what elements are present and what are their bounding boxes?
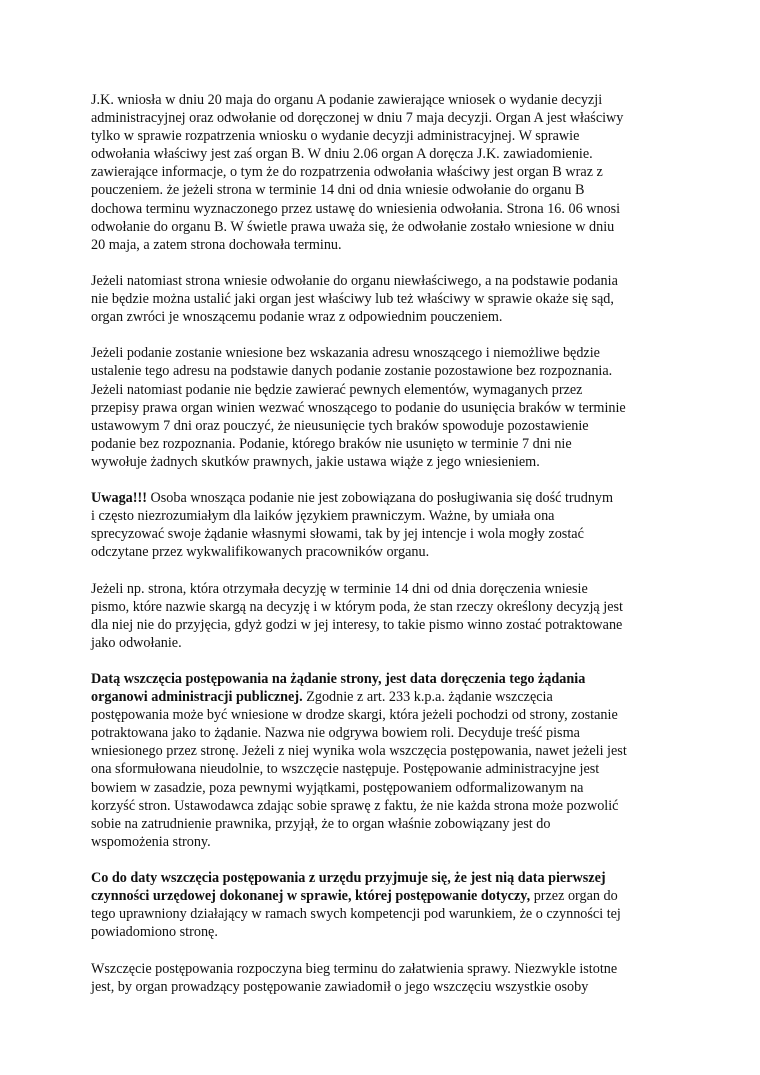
text-line — [91, 887, 691, 905]
text-line: przepisy prawa organ winien wezwać wnoszącego to podanie do usunięcia braków w terminie — [91, 399, 626, 416]
text-line: pouczeniem. że jeżeli strona w terminie 14 dni od dnia wniesie odwołanie do organu B — [91, 182, 585, 199]
text-line: bowiem w zasadzie, poza pewnymi wyjątkami, postępowaniem odformalizowanym na — [91, 779, 584, 796]
text-run: przez organ do — [530, 888, 618, 905]
text-line: administracyjnej oraz odwołanie od doręczonej w dniu 7 maja decyzji. Organ A jest właściwy — [91, 110, 624, 127]
text-line: sprecyzować swoje żądanie własnymi słowami, tak by jej intencje i wola mogły zostać — [91, 526, 584, 543]
bold-heading-run: organowi administracji publicznej. — [91, 689, 303, 706]
text-line: potraktowana jako to żądanie. Nazwa nie odgrywa bowiem roli. Decyduje treść pisma — [91, 725, 580, 742]
text-line: podanie bez rozpoznania. Podanie, którego braków nie usunięto w terminie 7 dni nie — [91, 435, 572, 452]
paragraph-2 — [91, 272, 691, 326]
text-line: postępowania może być wniesione w drodze skargi, która jeżeli pochodzi od strony, zostanie — [91, 707, 618, 724]
text-line: dla niej nie do przyjęcia, gdyż godzi w jej interesy, to takie pismo winno zostać potraktowane — [91, 616, 623, 633]
text-line: powiadomiono stronę. — [91, 924, 218, 941]
text-line: ustalenie tego adresu na podstawie danych podanie zostanie pozostawione bez rozpoznania. — [91, 363, 613, 380]
text-line: ustawowym 7 dni oraz pouczyć, że nieusunięcie tych braków spowoduje pozostawienie — [91, 417, 589, 434]
text-line — [91, 869, 691, 887]
text-line: J.K. wniosła w dniu 20 maja do organu A podanie zawierające wniosek o wydanie decyzji — [91, 92, 603, 108]
text-line: wniesionego przez stronę. Jeżeli z niej wynika wola wszczęcia postępowania, nawet jeżeli jest — [91, 743, 627, 760]
text-line: organ zwróci je wnoszącemu podanie wraz z odpowiednim pouczeniem. — [91, 309, 503, 326]
text-line: pismo, które nazwie skargą na decyzję i w którym poda, że stan rzeczy określony decyzją jest — [91, 598, 623, 615]
text-line: 20 maja, a zatem strona dochowała terminu. — [91, 236, 342, 253]
paragraph-7 — [91, 869, 691, 941]
text-line: wspomożenia strony. — [91, 833, 211, 850]
text-run: Osoba wnosząca podanie nie jest zobowiązana do posługiwania się dość trudnym — [146, 490, 614, 507]
bold-heading-run: Datą wszczęcia postępowania na żądanie strony, jest data doręczenia tego żądania — [91, 671, 586, 687]
paragraph-5 — [91, 580, 691, 652]
text-line: zawierające informacje, o tym że do rozpatrzenia odwołania właściwy jest organ B wraz z — [91, 164, 603, 181]
text-line: jest, by organ prowadzący postępowanie zawiadomił o jego wszczęciu wszystkie osoby — [91, 978, 589, 995]
text-line: i często niezrozumiałym dla laików językiem prawniczym. Ważne, by umiała ona — [91, 508, 555, 525]
paragraph-1 — [91, 91, 691, 254]
text-line: korzyść stron. Ustawodawca zdając sobie sprawę z faktu, że nie każda strona może pozwolić — [91, 797, 619, 814]
text-line: ona sformułowana nieudolnie, to wszczęcie następuje. Postępowanie administracyjne jest — [91, 761, 600, 778]
text-line: Jeżeli natomiast strona wniesie odwołanie do organu niewłaściwego, a na podstawie podania — [91, 272, 618, 289]
paragraph-3 — [91, 344, 691, 471]
text-line: sobie na zatrudnienie prawnika, przyjął, że to organ właśnie zobowiązany jest do — [91, 815, 551, 832]
text-line — [91, 489, 691, 507]
text-line: odwołania właściwy jest zaś organ B. W dniu 2.06 organ A doręcza J.K. zawiadomienie. — [91, 146, 593, 163]
bold-heading-run: czynności urzędowej dokonanej w sprawie, której postępowanie dotyczy, — [91, 888, 531, 905]
text-line: odwołanie do organu B. W świetle prawa uważa się, że odwołanie zostało wniesione w dniu — [91, 218, 615, 235]
text-line: Jeżeli np. strona, która otrzymała decyzję w terminie 14 dni od dnia doręczenia wniesie — [91, 580, 588, 597]
text-line — [91, 688, 691, 706]
note-label: Uwaga!!! — [91, 490, 147, 507]
text-line: odczytane przez wykwalifikowanych pracowników organu. — [91, 544, 430, 561]
text-line: jako odwołanie. — [91, 634, 182, 651]
paragraph-6 — [91, 670, 691, 851]
text-line: Jeżeli natomiast podanie nie będzie zawierać pewnych elementów, wymaganych przez — [91, 381, 583, 398]
text-line: Jeżeli podanie zostanie wniesione bez wskazania adresu wnoszącego i niemożliwe będzie — [91, 345, 600, 362]
text-line: tylko w sprawie rozpatrzenia wniosku o wydanie decyzji administracyjnej. W sprawie — [91, 128, 580, 145]
paragraph-8 — [91, 960, 691, 996]
text-line — [91, 670, 691, 688]
text-line: tego uprawniony działający w ramach swych kompetencji pod warunkiem, że o czynności tej — [91, 906, 621, 923]
paragraph-4-note — [91, 489, 691, 561]
text-line: dochowa terminu wyznaczonego przez ustawę do wniesienia odwołania. Strona 16. 06 wnosi — [91, 200, 621, 217]
text-run: Zgodnie z art. 233 k.p.a. żądanie wszczęcia — [302, 689, 553, 706]
bold-heading-run: Co do daty wszczęcia postępowania z urzędu przyjmuje się, że jest nią data pierwszej — [91, 870, 606, 887]
text-line: wywołuje żadnych skutków prawnych, jakie ustawa wiąże z jego wniesieniem. — [91, 453, 540, 470]
text-line: nie będzie można ustalić jaki organ jest właściwy lub też właściwy w sprawie okaże się sąd, — [91, 291, 614, 308]
text-line: Wszczęcie postępowania rozpoczyna bieg terminu do załatwienia sprawy. Niezwykle istotne — [91, 960, 618, 977]
document-page — [91, 91, 691, 1014]
